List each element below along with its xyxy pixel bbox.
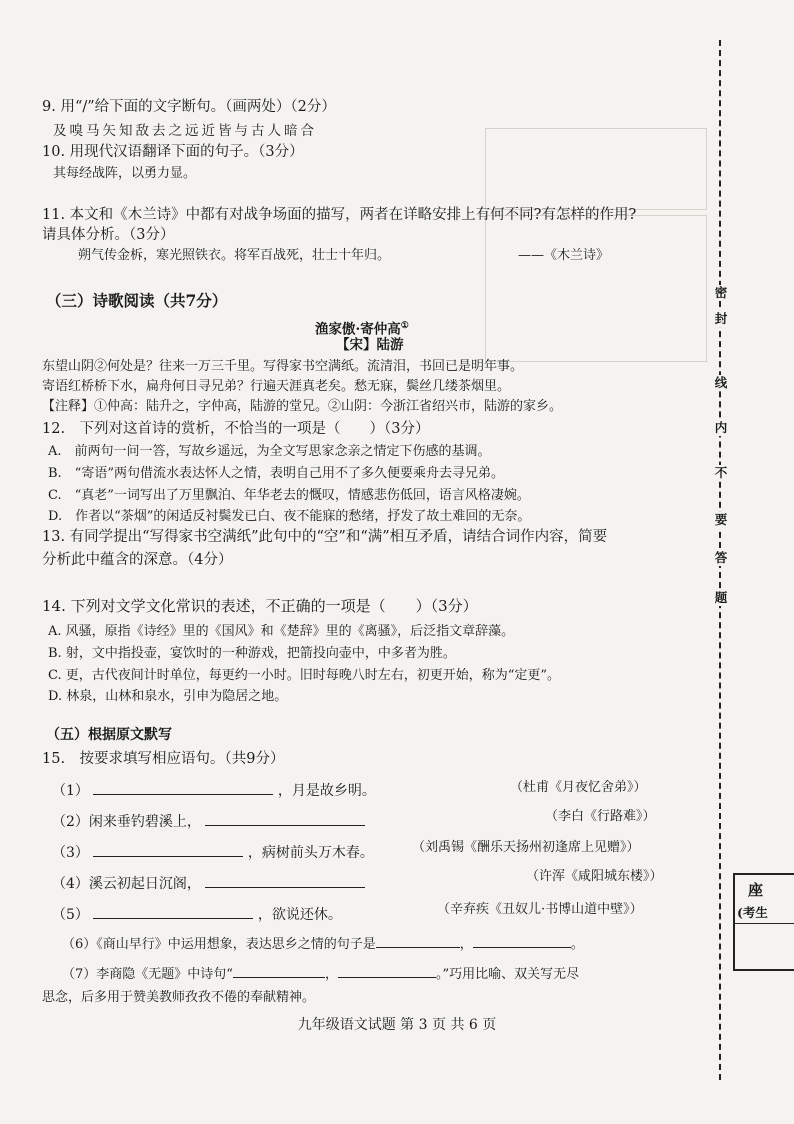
- q15-item-5: [52, 905, 342, 924]
- item-number: （4）: [52, 876, 89, 892]
- item-text: ，欲说还休。: [257, 907, 342, 923]
- answer-blank[interactable]: [93, 905, 253, 919]
- binding-char: 题: [712, 590, 730, 606]
- q12-option-a: A. 前两句一问一答，写故乡遥远，为全文写思家念亲之情定下伤感的基调。: [48, 444, 491, 459]
- q15-item-4-source: （许浑《咸阳城东楼》）: [526, 869, 663, 884]
- answer-blank[interactable]: [338, 964, 436, 978]
- poem-title-note: ①: [400, 321, 409, 331]
- item-text: 闲来垂钓碧溪上，: [88, 814, 201, 830]
- q15-item-3: [52, 843, 374, 862]
- seat-number-box: [733, 873, 794, 971]
- q15-item-7: [62, 964, 579, 984]
- q15-prompt: 15. 按要求填写相应语句。（共9分）: [42, 751, 285, 767]
- q11-prompt-line2: 请具体分析。（3分）: [42, 227, 175, 243]
- item-separator: ，: [459, 937, 473, 952]
- answer-blank[interactable]: [205, 874, 365, 888]
- answer-blank[interactable]: [376, 934, 460, 948]
- poem-line-2: 寄语红桥桥下水，扁舟何日寻兄弟？行遍天涯真老矣。愁无寐，鬓丝几缕茶烟里。: [42, 379, 511, 394]
- item-end: 。”巧用比喻、双关写无尽: [435, 967, 580, 982]
- item-number: （6）: [62, 937, 97, 952]
- q9-prompt: 9. 用“/”给下面的文字断句。（画两处）（2分）: [42, 99, 336, 115]
- q15-item-4: [52, 874, 365, 893]
- answer-blank[interactable]: [473, 934, 571, 948]
- binding-char: 要: [712, 512, 730, 528]
- binding-char: 不: [712, 465, 730, 481]
- poem-notes: 【注释】①仲高：陆升之，字仲高，陆游的堂兄。②山阴：今浙江省绍兴市，陆游的家乡。: [42, 399, 563, 414]
- item-text: 溪云初起日沉阁，: [88, 876, 201, 892]
- seat-divider: [733, 923, 794, 924]
- q10-prompt: 10. 用现代汉语翻译下面的句子。（3分）: [42, 144, 304, 160]
- poem-line-1: 东望山阴②何处是？往来一万三千里。写得家书空满纸。流清泪，书回已是明年事。: [42, 359, 524, 374]
- q14-option-a: A. 风骚，原指《诗经》里的《国风》和《楚辞》里的《离骚》，后泛指文章辞藻。: [48, 624, 515, 639]
- item-number: （2）: [52, 814, 89, 830]
- q12-prompt: 12. 下列对这首诗的赏析，不恰当的一项是（ ）（3分）: [42, 421, 430, 437]
- q9-text: 及嗅马矢知敌去之远近皆与古人暗合: [53, 123, 317, 139]
- item-number: （7）: [62, 967, 97, 982]
- binding-char: 密: [712, 285, 730, 301]
- binding-char: 答: [712, 550, 730, 566]
- q15-item-5-source: （辛弃疾《丑奴儿·书博山道中壁》）: [437, 902, 643, 917]
- q14-prompt: 14. 下列对文学文化常识的表述，不正确的一项是（ ）（3分）: [42, 597, 478, 615]
- q10-text: 其每经战阵，以勇力显。: [53, 166, 197, 181]
- item-text: 《商山早行》中运用想象，表达思乡之情的句子是: [96, 937, 376, 952]
- q15-item-1-source: （杜甫《月夜忆舍弟》）: [510, 780, 647, 795]
- answer-blank[interactable]: [205, 812, 365, 826]
- q11-quote: 朔气传金柝，寒光照铁衣。将军百战死，壮士十年归。: [78, 248, 391, 263]
- q12-option-c: C. “真老”一词写出了万里飘泊、年华老去的慨叹，情感悲伤低回，语言风格凄婉。: [48, 488, 530, 503]
- q12-option-b: B. “寄语”两句借流水表达怀人之情，表明自己用不了多久便要乘舟去寻兄弟。: [48, 466, 504, 481]
- q13-line-2: 分析此中蕴含的深意。（4分）: [42, 552, 233, 568]
- item-separator: ，: [324, 967, 338, 982]
- q15-item-3-source: （刘禹锡《酬乐天扬州初逢席上见赠》）: [412, 840, 640, 855]
- q15-item-2: [52, 812, 365, 831]
- binding-char: 内: [712, 420, 730, 436]
- answer-blank[interactable]: [233, 964, 325, 978]
- q15-item-6: [62, 934, 584, 954]
- answer-blank[interactable]: [93, 781, 273, 795]
- section-3-title: （三）诗歌阅读（共7分）: [46, 291, 228, 310]
- section-5-title: （五）根据原文默写: [46, 727, 172, 743]
- q14-option-b: B. 射，文中指投壶，宴饮时的一种游戏，把箭投向壶中，中多者为胜。: [48, 646, 456, 661]
- ghost-table-2: [485, 215, 707, 362]
- q11-source: ——《木兰诗》: [518, 248, 610, 263]
- q13-line-1: 13. 有同学提出“写得家书空满纸”此句中的“空”和“满”相互矛盾，请结合词作内容，简要: [42, 529, 608, 545]
- answer-blank[interactable]: [93, 843, 243, 857]
- seat-title: 座: [748, 881, 764, 899]
- item-text: ，病树前头万木春。: [247, 845, 374, 861]
- poem-title-text: 渔家傲·寄仲高: [315, 321, 401, 338]
- q15-item-2-source: （李白《行路难》）: [545, 809, 656, 824]
- q12-option-d: D. 作者以“茶烟”的闲适反衬鬓发已白、夜不能寐的愁绪，抒发了故土难回的无奈。: [48, 509, 531, 524]
- ghost-table: [485, 128, 707, 210]
- poem-author: 【宋】陆游: [336, 337, 404, 353]
- q14-option-c: C. 更，古代夜间计时单位，每更约一小时。旧时每晚八时左右，初更开始，称为“定更”。: [48, 668, 561, 683]
- binding-char: 线: [712, 375, 730, 391]
- binding-char: 封: [712, 311, 730, 327]
- item-end: 。: [570, 937, 584, 952]
- page-footer: 九年级语文试题 第 3 页 共 6 页: [297, 1017, 497, 1033]
- item-number: （5）: [52, 907, 89, 923]
- q11-prompt-line1: 11. 本文和《木兰诗》中都有对战争场面的描写，两者在详略安排上有何不同?有怎样的作用?: [42, 207, 637, 223]
- item-number: （3）: [52, 845, 89, 861]
- q15-item-7-line-2: 思念，后多用于赞美教师孜孜不倦的奉献精神。: [42, 990, 316, 1005]
- item-text: ，月是故乡明。: [277, 783, 376, 799]
- q14-option-d: D. 林泉，山林和泉水，引申为隐居之地。: [48, 689, 288, 704]
- q15-item-1: [52, 781, 376, 800]
- item-text: 李商隐《无题》中诗句“: [96, 967, 233, 982]
- seat-subtitle: (考生: [737, 905, 768, 920]
- item-number: （1）: [52, 783, 89, 799]
